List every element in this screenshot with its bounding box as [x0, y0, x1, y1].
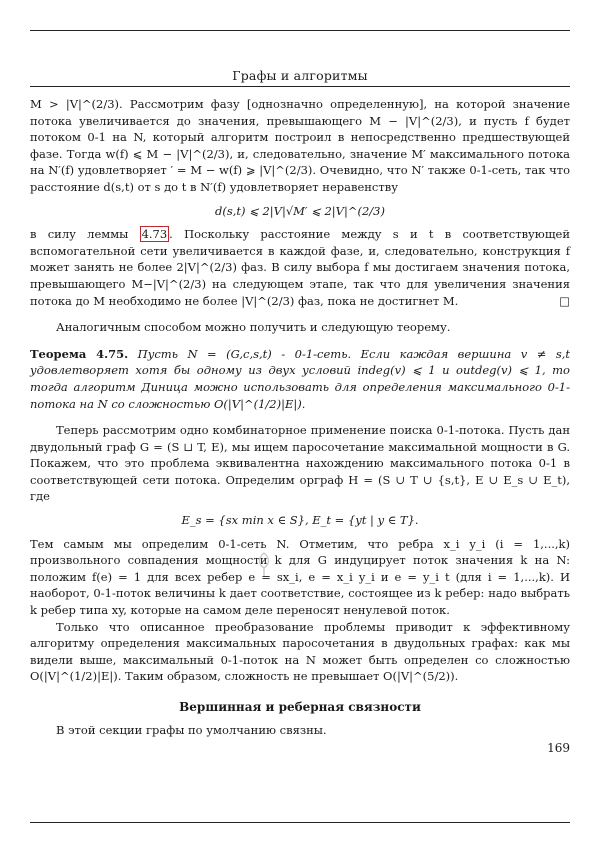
- bottom-rule: [30, 822, 570, 823]
- complexity-paragraph: Только что описанное преобразование проблемы приводит к эффективному алгоритму определения максимальных паросочетания в двудольных графах: как мы видели выше, максимальный 0-1-поток на N может быть определен со сложностью O(|V|^(1/2)|E|). Таким образом, сложность не превышает O(|V|^(5/2)).: [30, 619, 570, 684]
- section-intro: В этой секции графы по умолчанию связны.: [56, 722, 327, 737]
- qed-symbol: □: [559, 293, 570, 308]
- proof-paragraph: [30, 96, 570, 196]
- proof-paragraph-cont: [30, 226, 570, 309]
- page-number: 169: [547, 741, 570, 755]
- top-rule: [30, 30, 570, 31]
- theorem-text: Пусть N = (G,c,s,t) - 0-1-сеть. Если каждая вершина v ≠ s,t удовлетворяет хотя бы одному из двух условий indeg(v) ⩽ 1 и outdeg(v) ⩽ 1, то тогда алгоритм Диница можно использовать для определения максимального 0-1-потока на N со сложностью O(|V|^(1/2)|E|).: [30, 346, 571, 411]
- distance-formula: d(s,t) ⩽ 2|V|√M′ ⩽ 2|V|^(2/3): [215, 203, 385, 218]
- theorem-4-75: [30, 346, 570, 412]
- running-header: Графы и алгоритмы: [232, 68, 368, 83]
- edge-sets-formula: E_s = {sx min x ∈ S}, E_t = {yt | y ∈ T}.: [181, 513, 419, 528]
- proof-text-b2: . Поскольку расстояние между s и t в соответствующей вспомогательной сети увеличивается в каждой фазе, и, следовательно, конструкция f может занять не более 2|V|^(2/3) фаз. В силу выбора f мы достигаем значения потока, превышающего M−|V|^(2/3) на следующем этапе, так что для увеличения значения потока до M необходимо не более |V|^(2/3) фаз, пока не достигнет M.: [30, 227, 570, 308]
- section-heading: Вершинная и реберная связности: [179, 700, 421, 714]
- analog-paragraph: Аналогичным способом можно получить и следующую теорему.: [56, 320, 451, 335]
- matching-paragraph: Тем самым мы определим 0-1-сеть N. Отметим, что ребра x_i y_i (i = 1,...,k) произвольного совпадения мощности k для G индуцирует поток значения k на N: положим f(e) = 1 для всех ребер e = sx_i, e = x_i y_i и e = y_i t (для i = 1,...,k). И наоборот, 0-1-поток величины k дает соответствие, состоящее из k ребер: надо выбрать k ребер типа xy, которые на самом деле переносят ненулевой поток.: [30, 536, 570, 618]
- proof-text-b1: в силу леммы: [30, 227, 140, 242]
- publisher-watermark-icon: [253, 552, 275, 578]
- application-paragraph: Теперь рассмотрим одно комбинаторное применение поиска 0-1-потока. Пусть дан двудольный граф G = (S ⊔ T, E), мы ищем паросочетание максимальной мощности в G. Покажем, что это проблема эквивалентна нахождению максимального потока 0-1 в соответствующей сети потока. Определим орграф H = (S ∪ T ∪ {s,t}, E ∪ E_s ∪ E_t), где: [30, 423, 570, 504]
- proof-text-a: M > |V|^(2/3). Рассмотрим фазу [однозначно определенную], на которой значение потока увеличивается до значения, превышающего M − |V|^(2/3), и пусть f будет потоком 0-1 на N, который алгоритм построил в непосредственно предшествующей фазе. Тогда w(f) ⩽ M − |V|^(2/3), и, следовательно, значение M′ максимального потока на N′(f) удовлетворяет ′ = M − w(f) ⩾ |V|^(2/3). Очевидно, что N′ также 0-1-сеть, так что расстояние d(s,t) от s до t в N′(f) удовлетворяет неравенству: [30, 97, 570, 194]
- header-rule: [30, 86, 570, 87]
- page-body: [30, 96, 570, 738]
- lemma-reference-link[interactable]: 4.73: [141, 227, 168, 242]
- theorem-title: Теорема 4.75.: [30, 346, 129, 361]
